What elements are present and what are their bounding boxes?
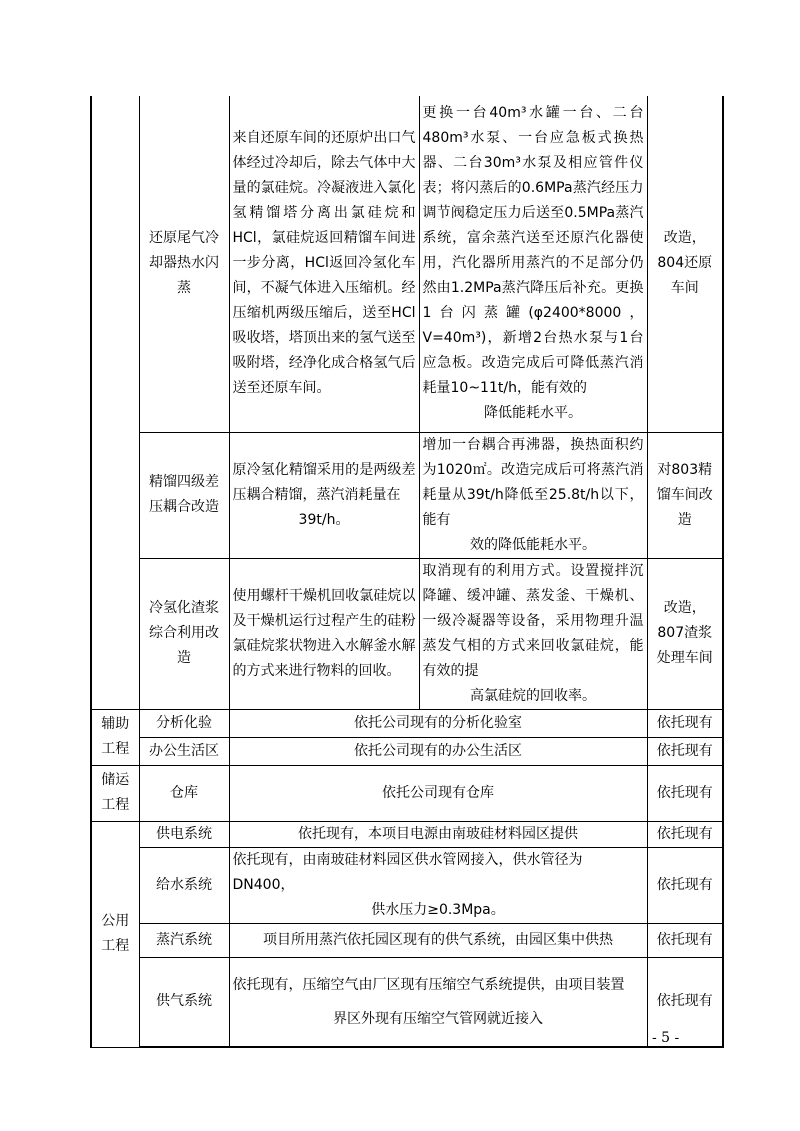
change-text-last: 效的降低能耗水平。	[470, 536, 596, 553]
description-cell: 依托现有，本项目电源由南玻硅材料园区提供	[229, 821, 647, 847]
category-cell: 公用工程	[91, 821, 139, 1047]
table-row	[91, 558, 723, 709]
item-cell: 供气系统	[139, 957, 229, 1047]
item-cell: 供电系统	[139, 821, 229, 847]
change-text: 更换一台40m³水罐一台、二台480m³水泵、一台应急板式换热器、二台30m³水泵及相应管件仪表；将闪蒸后的0.6MPa蒸汽经压力调节阀稳定压力后送至0.5MPa蒸汽系统，富余蒸汽送至还原汽化器使用，汽化器所用蒸汽的不足部分仍然由1.2MPa蒸汽降压后补充。更换1台闪蒸罐(φ2400*8000，V=40m³)，新增2台热水泵与1台应急板。改造完成后可降低蒸汽消耗量10~11t/h，能有效的	[422, 105, 644, 397]
note-cell: 依托现有	[647, 847, 723, 923]
table-row	[91, 923, 723, 957]
note-cell: 依托现有	[647, 737, 723, 765]
category-cell: 储运工程	[91, 765, 139, 821]
item-cell: 蒸汽系统	[139, 923, 229, 957]
page-number: - 5 -	[652, 1030, 680, 1046]
item-cell: 给水系统	[139, 847, 229, 923]
table-row	[91, 847, 723, 923]
change-text: 取消现有的利用方式。设置搅拌沉降罐、缓冲罐、蒸发釜、干燥机、一级冷凝器等设备，采用物理升温蒸发气相的方式来回收氯硅烷，能有效的提	[422, 562, 644, 679]
table-row	[91, 957, 723, 1047]
note-cell: 依托现有	[647, 765, 723, 821]
table-row	[91, 432, 723, 558]
item-cell: 分析化验	[139, 709, 229, 737]
change-cell	[419, 432, 647, 558]
description-cell: 依托公司现有仓库	[229, 765, 647, 821]
note-cell: 依托现有	[647, 923, 723, 957]
change-text: 增加一台耦合再沸器，换热面积约为1020㎡。改造完成后可将蒸汽消耗量从39t/h降低至25.8t/h以下，能有	[422, 436, 644, 528]
category-cell-main	[91, 96, 139, 709]
change-cell	[419, 558, 647, 709]
table-row	[91, 737, 723, 765]
note-cell: 依托现有	[647, 957, 723, 1047]
change-cell	[419, 96, 647, 432]
description-cell: 项目所用蒸汽依托园区现有的供气系统，由园区集中供热	[229, 923, 647, 957]
description-cell: 依托公司现有的办公生活区	[229, 737, 647, 765]
item-cell: 冷氢化渣浆综合利用改造	[139, 558, 229, 709]
note-cell: 改造，804还原车间	[647, 96, 723, 432]
change-text-last: 降低能耗水平。	[484, 405, 582, 422]
description-cell	[229, 847, 647, 923]
description-cell: 依托公司现有的分析化验室	[229, 709, 647, 737]
category-cell: 辅助工程	[91, 709, 139, 765]
change-text-last: 高氯硅烷的回收率。	[470, 687, 596, 704]
note-cell: 对803精馏车间改造	[647, 432, 723, 558]
description-text: 依托现有，压缩空气由厂区现有压缩空气系统提供，由项目装置	[232, 976, 625, 993]
description-cell	[229, 957, 647, 1047]
table-row	[91, 821, 723, 847]
description-text-last: 供水压力≥0.3Mpa。	[371, 901, 505, 918]
table-row	[91, 765, 723, 821]
note-cell: 依托现有	[647, 821, 723, 847]
note-cell: 改造，807渣浆处理车间	[647, 558, 723, 709]
description-text: 依托现有，由南玻硅材料园区供水管网接入，供水管径为DN400，	[232, 851, 583, 893]
table-row	[91, 96, 723, 432]
current-text-last: 39t/h。	[298, 511, 350, 528]
description-text-last: 界区外现有压缩空气管网就近接入	[333, 1010, 543, 1027]
current-text: 原冷氢化精馏采用的是两级差压耦合精馏，蒸汽消耗量在	[232, 461, 416, 503]
item-cell: 仓库	[139, 765, 229, 821]
current-situation-cell: 来自还原车间的还原炉出口气体经过冷却后，除去气体中大量的氯硅烷。冷凝液进入氯化氢精馏塔分离出氯硅烷和HCl，氯硅烷返回精馏车间进一步分离，HCl返回冷氢化车间，不凝气体进入压缩机。经压缩机两级压缩后，送至HCl吸收塔，塔顶出来的氢气送至吸附塔，经净化成合格氢气后送至还原车间。	[229, 96, 419, 432]
current-situation-cell	[229, 432, 419, 558]
item-cell: 精馏四级差压耦合改造	[139, 432, 229, 558]
table-row	[91, 709, 723, 737]
project-table	[90, 96, 724, 1048]
current-situation-cell: 使用螺杆干燥机回收氯硅烷以及干燥机运行过程产生的硅粉氯硅烷浆状物进入水解釜水解的方式来进行物料的回收。	[229, 558, 419, 709]
item-cell: 还原尾气冷却器热水闪蒸	[139, 96, 229, 432]
item-cell: 办公生活区	[139, 737, 229, 765]
note-cell: 依托现有	[647, 709, 723, 737]
